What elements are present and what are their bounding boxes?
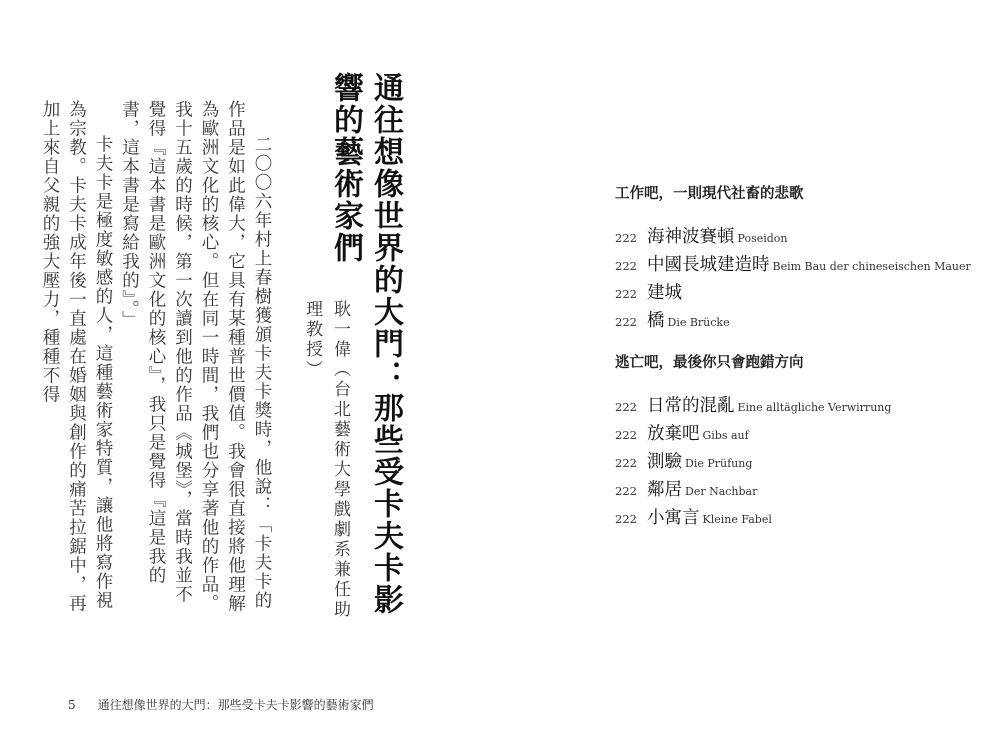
- toc-section-2: [615, 353, 995, 532]
- toc-page-number: 222: [615, 400, 637, 414]
- toc-item[interactable]: [615, 420, 995, 448]
- section-title: 逃亡吧，最後你只會跑錯方向: [615, 354, 804, 371]
- toc-page-number: 222: [615, 484, 637, 498]
- toc-title-zh: 測驗: [647, 452, 682, 472]
- table-of-contents: [615, 184, 995, 532]
- toc-page-number: 222: [615, 231, 637, 245]
- toc-page-number: 222: [615, 259, 637, 273]
- toc-title-zh: 建城: [647, 283, 682, 303]
- toc-title-de: Eine alltägliche Verwirrung: [737, 401, 892, 414]
- page-footer: [68, 696, 374, 713]
- toc-title-de: Poseidon: [737, 232, 788, 245]
- page-number: 5: [68, 697, 76, 712]
- section-title: 工作吧，一則現代社畜的悲歌: [615, 185, 804, 202]
- toc-page-number: 222: [615, 287, 637, 301]
- toc-section-1: [615, 184, 995, 335]
- toc-title-zh: 鄰居: [647, 480, 682, 500]
- toc-item[interactable]: [615, 223, 995, 251]
- essay-body: [40, 100, 275, 620]
- toc-item[interactable]: [615, 448, 995, 476]
- toc-title-de: Gibs auf: [702, 429, 749, 442]
- toc-title-zh: 日常的混亂: [647, 396, 735, 416]
- toc-page-number: 222: [615, 512, 637, 526]
- toc-item[interactable]: [615, 476, 995, 504]
- toc-title-zh: 橋: [647, 311, 665, 331]
- essay-title: 通往想像世界的大門：那些受卡夫卡影響的藝術家們: [328, 72, 403, 616]
- toc-page-number: 222: [615, 428, 637, 442]
- toc-title-zh: 海神波賽頓: [647, 227, 735, 247]
- toc-item[interactable]: [615, 392, 995, 420]
- toc-title-de: Beim Bau der chineseischen Mauer: [772, 260, 971, 273]
- toc-title-de: Kleine Fabel: [702, 513, 772, 526]
- right-page: [500, 0, 1000, 743]
- toc-item[interactable]: [615, 251, 995, 279]
- toc-title-de: Der Nachbar: [685, 485, 758, 498]
- toc-item[interactable]: [615, 279, 995, 307]
- toc-title-de: Die Prüfung: [685, 457, 753, 470]
- toc-title-zh: 中國長城建造時: [647, 255, 770, 275]
- toc-item[interactable]: [615, 307, 995, 335]
- body-paragraph: 二〇〇六年村上春樹獲頒卡夫卡獎時，他說：「卡夫卡的作品是如此偉大，它具有某種普世價值。我會很直接將他理解為歐洲文化的核心。但在同一時間，我們也分享著他的作品。我十五歲的時候，第一次讀到他的作品《城堡》，當時我並不覺得『這本書是歐洲文化的核心』，我只是覺得『這是我的書，這本書是寫給我的』。」: [119, 100, 272, 613]
- toc-page-number: 222: [615, 456, 637, 470]
- author-line: 耿一偉（台北藝術大學戲劇系兼任助理教授）: [302, 300, 350, 620]
- toc-page-number: 222: [615, 315, 637, 329]
- toc-title-zh: 小寓言: [647, 508, 700, 528]
- toc-item[interactable]: [615, 504, 995, 532]
- running-title: 通往想像世界的大門：那些受卡夫卡影響的藝術家們: [97, 698, 374, 712]
- toc-title-zh: 放棄吧: [647, 424, 700, 444]
- toc-title-de: Die Brücke: [667, 316, 730, 329]
- body-paragraph: 卡夫卡是極度敏感的人，這種藝術家特質，讓他將寫作視為宗教。卡夫卡成年後一直處在婚姻與創作的痛苦拉鋸中，再加上來自父親的強大壓力，種種不得: [40, 100, 113, 613]
